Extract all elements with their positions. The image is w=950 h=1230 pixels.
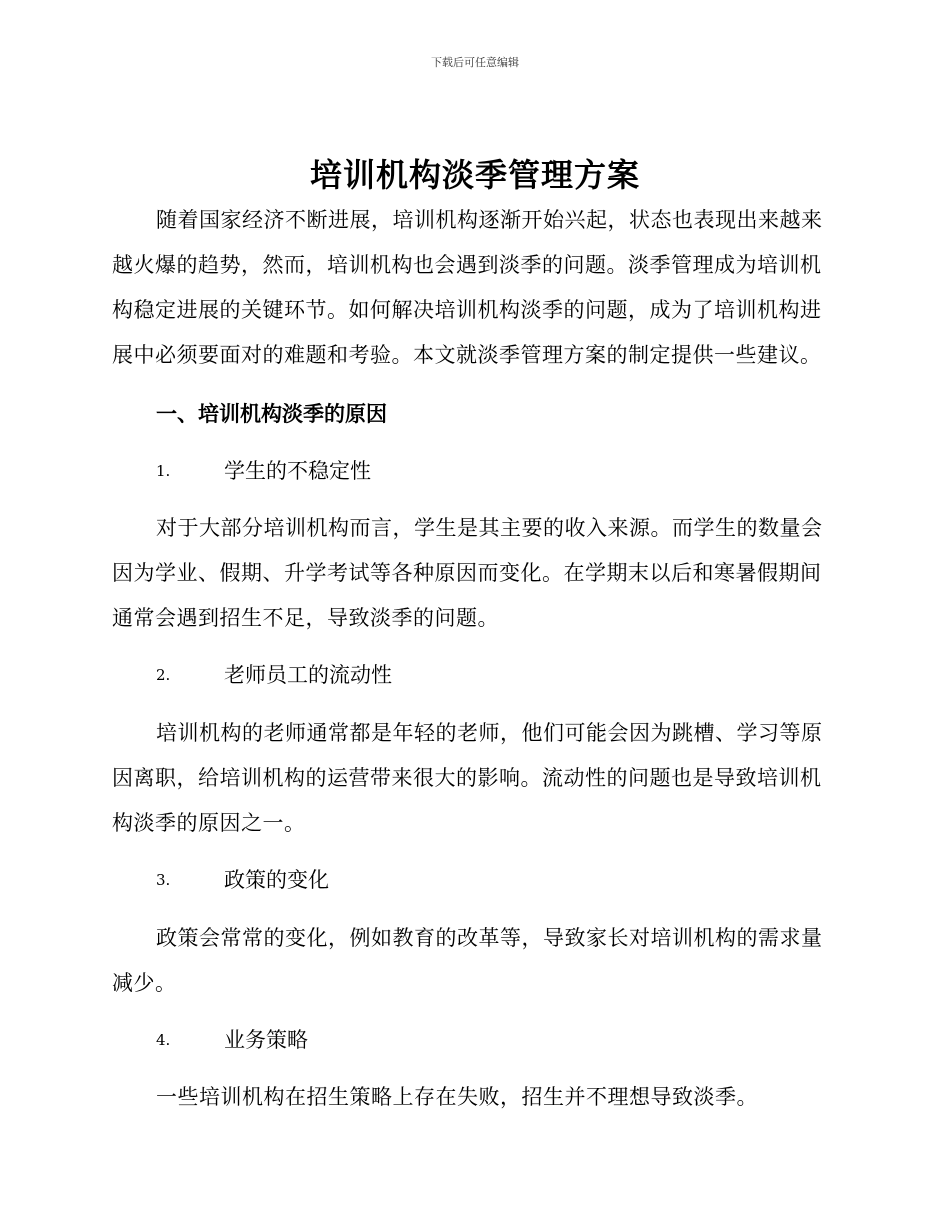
list-item-label: 业务策略 xyxy=(224,1028,308,1052)
list-item-label: 老师员工的流动性 xyxy=(224,663,392,687)
list-item-paragraph: 对于大部分培训机构而言，学生是其主要的收入来源。而学生的数量会因为学业、假期、升学考试等各种原因而变化。在学期末以后和寒暑假期间通常会遇到招生不足，导致淡季的问题。 xyxy=(112,516,823,630)
list-item-number: 2. xyxy=(156,666,171,684)
list-item-number: 3. xyxy=(156,871,171,889)
list-item-paragraph: 政策会常常的变化，例如教育的改革等，导致家长对培训机构的需求量减少。 xyxy=(112,926,823,995)
list-item-label: 学生的不稳定性 xyxy=(224,459,371,483)
list-item-paragraph: 培训机构的老师通常都是年轻的老师，他们可能会因为跳槽、学习等原因离职，给培训机构的运营带来很大的影响。流动性的问题也是导致培训机构淡季的原因之一。 xyxy=(112,721,823,835)
list-item-number: 4. xyxy=(156,1031,171,1049)
intro-paragraph: 随着国家经济不断进展，培训机构逐渐开始兴起，状态也表现出来越来越火爆的趋势，然而，培训机构也会遇到淡季的问题。淡季管理成为培训机构稳定进展的关键环节。如何解决培训机构淡季的问题，成为了培训机构进展中必须要面对的难题和考验。本文就淡季管理方案的制定提供一些建议。 xyxy=(112,208,823,367)
list-item-label: 政策的变化 xyxy=(224,868,329,892)
list-item-number: 1. xyxy=(156,462,171,480)
document-title: 培训机构淡季管理方案 xyxy=(309,156,640,194)
header-note: 下载后可任意编辑 xyxy=(431,56,519,69)
section-heading: 一、培训机构淡季的原因 xyxy=(156,402,387,426)
list-item-paragraph: 一些培训机构在招生策略上存在失败，招生并不理想导致淡季。 xyxy=(156,1085,758,1109)
